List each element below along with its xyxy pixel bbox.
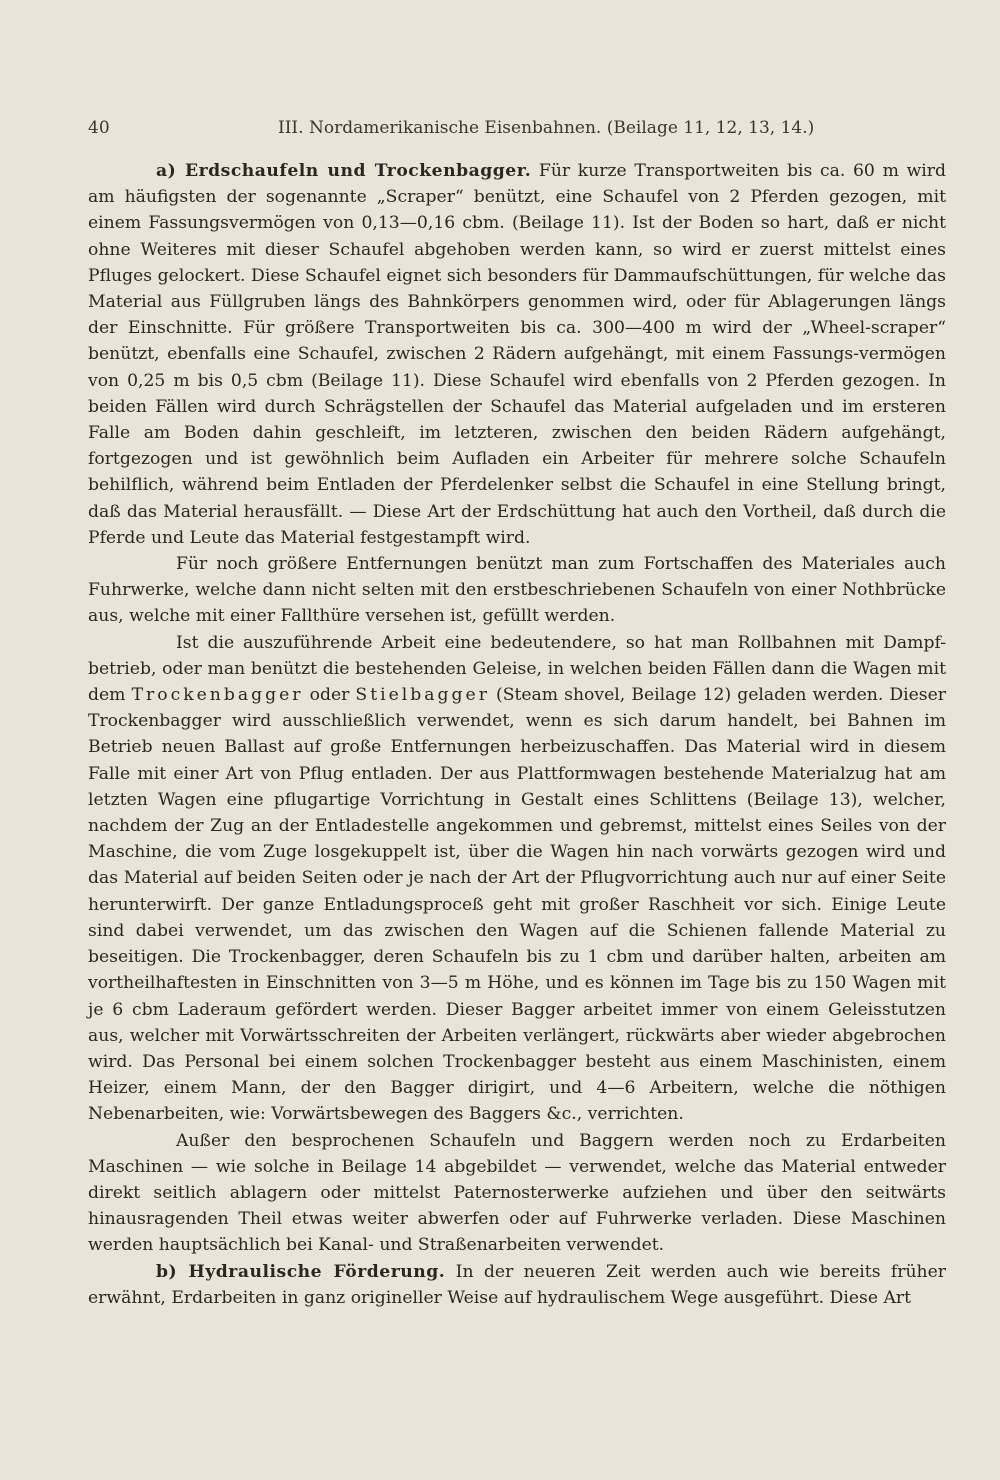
section-b-heading: b) Hydraulische Förderung. [156,1261,446,1282]
section-a-heading: a) Erdschaufeln und Trockenbagger. [156,161,532,181]
stielbagger-term: Stielbagger [355,685,490,706]
section-b-paragraph [88,1259,946,1311]
trockenbagger-term: Trockenbagger [131,685,304,706]
section-a-paragraph [88,158,946,551]
section-a-text: Für kurze Transportweiten bis ca. 60 m wird am häufigsten der sogenannte „Scraper“ benützt, eine Schaufel von 2 Pferden gezogen, mit einem Fassungsvermögen von 0,13—0,16 cbm. (Beilage 11). Ist der Boden so hart, daß er nicht ohne Weiteres mit dieser Schaufel abgehoben werden kann, so wird er zuerst mittelst eines Pfluges gelockert. Diese Schaufel eignet sich besonders für Dammaufschüttungen, für welche das Material aus Füllgruben längs des Bahnkörpers genommen wird, oder für Ablagerungen längs der Einschnitte. Für größere Transportweiten bis ca. 300—400 m wird der „Wheel-scraper“ benützt, ebenfalls eine Schaufel, zwischen 2 Rädern aufgehängt, mit einem Fassungs-vermögen von 0,25 m bis 0,5 cbm (Beilage 11). Diese Schaufel wird ebenfalls von 2 Pferden gezogen. In beiden Fällen wird durch Schrägstellen der Schaufel das Material aufgeladen und im ersteren Falle am Boden dahin geschleift, im letzteren, zwischen den beiden Rädern aufgehängt, fortgezogen und ist gewöhnlich beim Aufladen ein Arbeiter für mehrere solche Schaufeln behilflich, während beim Entladen der Pferdelenker selbst die Schaufel in eine Stellung bringt, daß das Material herausfällt. — Diese Art der Erdschüttung hat auch den Vortheil, daß durch die Pferde und Leute das Material festgestampft wird. [88,161,946,548]
paragraph-trockenbagger [88,630,946,1128]
paragraph-maschinen: Außer den besprochenen Schaufeln und Baggern werden noch zu Erdarbeiten Maschinen — wie solche in Beilage 14 abgebildet — verwendet, welche das Material entweder direkt seitlich ablagern oder mittelst Paternosterwerke aufziehen und über den seitwärts hinausragenden Theil etwas weiter abwerfen oder auf Fuhrwerke verladen. Diese Maschinen werden hauptsächlich bei Kanal- und Straßenarbeiten verwendet. [88,1130,946,1256]
page-header [88,118,912,142]
trockenbagger-text-3: (Steam shovel, Beilage 12) geladen werden. Dieser Trockenbagger wird ausschließlich verwendet, wenn es sich darum handelt, bei Bahnen im Betrieb neuen Ballast auf große Entfernungen herbeizuschaffen. Das Material wird in diesem Falle mit einer Art von Pflug entladen. Der aus Plattformwagen bestehende Materialzug hat am letzten Wagen eine pflugartige Vorrichtung in Gestalt eines Schlittens (Beilage 13), welcher, nachdem der Zug an der Entladestelle angekommen und gebremst, mittelst eines Seiles von der Maschine, die vom Zuge losgekuppelt ist, über die Wagen hin nach vorwärts gezogen wird und das Material auf beiden Seiten oder je nach der Art der Pflugvorrichtung auch nur auf einer Seite herunterwirft. Der ganze Entladungsproceß geht mit großer Raschheit vor sich. Einige Leute sind dabei verwendet, um das zwischen den Wagen auf die Schienen fallende Material zu beseitigen. Die Trockenbagger, deren Schaufeln bis zu 1 cbm und darüber halten, arbeiten am vortheilhaftesten in Einschnitten von 3—5 m Höhe, und es können im Tage bis zu 150 Wagen mit je 6 cbm Laderaum gefördert werden. Dieser Bagger arbeitet immer von einem Geleisstutzen aus, welcher mit Vorwärtsschreiten der Arbeiten verlängert, rückwärts aber wieder abgebrochen wird. Das Personal bei einem solchen Trockenbagger besteht aus einem Maschinisten, einem Heizer, einem Mann, der den Bagger dirigirt, und 4—6 Arbeitern, welche die nöthigen Nebenarbeiten, wie: Vorwärtsbewegen des Baggers &c., verrichten. [88,685,947,1125]
running-title: III. Nordamerikanische Eisenbahnen. (Beilage 11, 12, 13, 14.) [278,118,815,138]
page-number: 40 [88,118,110,138]
trockenbagger-text-1: Ist die auszuführende Arbeit eine bedeutendere, so hat man Rollbahnen mit Dampf-betrieb, oder man benützt die bestehenden Geleise, in welchen beiden Fällen dann die Wagen mit dem [88,632,946,706]
trockenbagger-text-2: oder [309,685,350,706]
paragraph-fuhrwerke: Für noch größere Entfernungen benützt man zum Fortschaffen des Materiales auch Fuhrwerke, welche dann nicht selten mit den erstbeschriebenen Schaufeln von einer Nothbrücke aus, welche mit einer Fallthüre versehen ist, gefüllt werden. [88,554,946,627]
section-b-text: In der neueren Zeit werden auch wie bereits früher erwähnt, Erdarbeiten in ganz origineller Weise auf hydraulischem Wege ausgeführt. Diese Art [88,1261,946,1308]
body-text [88,158,946,1311]
